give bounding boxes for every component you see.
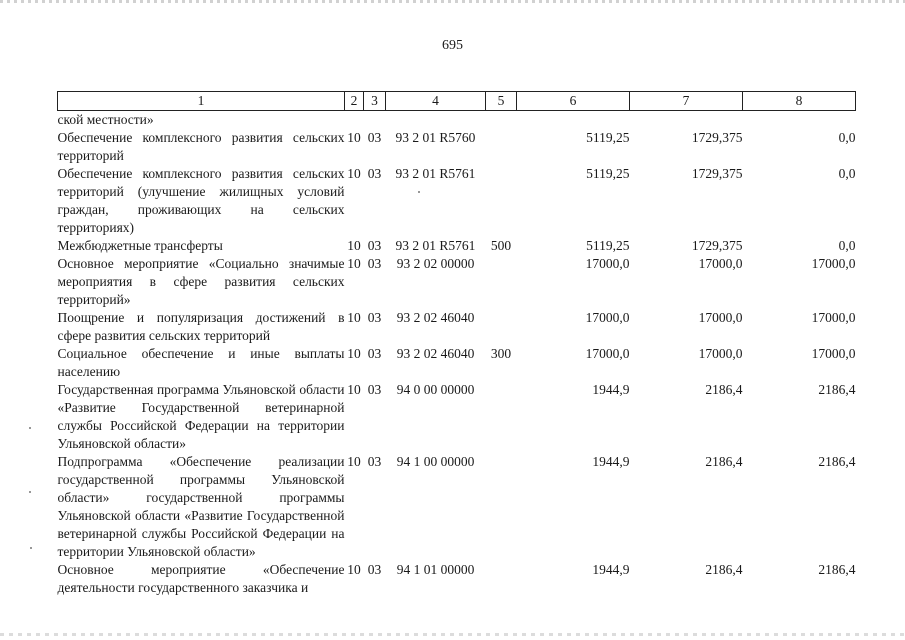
- row-name: Государственная программа Ульяновской области «Развитие Государственной ветеринарной службы Российской Федерации на территории Ульяновской области»: [57, 382, 345, 451]
- cell-amount-3: 2186,4: [818, 454, 856, 469]
- page-number: 695: [442, 38, 463, 53]
- table-row: [58, 561, 856, 597]
- cell-amount-2: 2186,4: [705, 562, 743, 577]
- cell-amount-3: 17000,0: [811, 346, 856, 361]
- cell-amount-3: 17000,0: [811, 256, 856, 271]
- cell-target-code: 93 2 02 46040: [396, 310, 475, 325]
- cell-target-code: 94 0 00 00000: [396, 382, 475, 397]
- cell-section: 10: [347, 562, 361, 577]
- cell-expense-type: [486, 255, 517, 309]
- cell-expense-type: [486, 561, 517, 597]
- cell-amount-1: [517, 111, 630, 130]
- cell-target-code: 94 1 01 00000: [396, 562, 475, 577]
- row-name: ской местности»: [57, 112, 154, 127]
- cell-amount-2: 1729,375: [691, 166, 743, 181]
- cell-subsection: [364, 111, 386, 130]
- cell-target-code: 94 1 00 00000: [396, 454, 475, 469]
- cell-amount-1: 17000,0: [585, 256, 630, 271]
- cell-amount-3: [743, 111, 856, 130]
- scan-speck: [418, 191, 420, 193]
- cell-subsection: 03: [367, 310, 382, 325]
- row-name: Основное мероприятие «Обеспечение деятельности государственного заказчика и: [57, 562, 345, 595]
- cell-amount-3: 0,0: [838, 130, 856, 145]
- cell-subsection: 03: [367, 256, 382, 271]
- scan-edge-top: [0, 0, 905, 3]
- cell-amount-1: 1944,9: [592, 382, 630, 397]
- cell-subsection: 03: [367, 346, 382, 361]
- row-name: Обеспечение комплексного развития сельских территорий (улучшение жилищных условий граждан, проживающих на сельских территориях): [57, 166, 345, 235]
- cell-subsection: 03: [367, 454, 382, 469]
- row-name: Обеспечение комплексного развития сельских территорий: [57, 130, 345, 163]
- cell-target-code: 93 2 01 R5761: [395, 238, 476, 253]
- table-row: [58, 309, 856, 345]
- cell-target-code: 93 2 01 R5760: [395, 130, 476, 145]
- cell-subsection: 03: [367, 166, 382, 181]
- cell-subsection: 03: [367, 382, 382, 397]
- cell-section: 10: [347, 310, 361, 325]
- scan-speck: [30, 547, 32, 549]
- cell-target-code: 93 2 02 46040: [396, 346, 475, 361]
- row-name: Социальное обеспечение и иные выплаты населению: [57, 346, 345, 379]
- cell-amount-3: 17000,0: [811, 310, 856, 325]
- budget-table: [57, 91, 856, 597]
- cell-amount-2: 17000,0: [698, 346, 743, 361]
- cell-amount-1: 17000,0: [585, 310, 630, 325]
- header-col-6: 6: [517, 92, 630, 111]
- cell-amount-2: 2186,4: [705, 382, 743, 397]
- cell-target-code: [386, 111, 486, 130]
- header-col-5: 5: [486, 92, 517, 111]
- table-row: [58, 237, 856, 255]
- table-row: [58, 129, 856, 165]
- cell-section: 10: [347, 238, 361, 253]
- cell-subsection: 03: [367, 562, 382, 577]
- cell-section: [345, 111, 364, 130]
- cell-amount-3: 2186,4: [818, 382, 856, 397]
- cell-expense-type: [486, 309, 517, 345]
- cell-section: 10: [347, 256, 361, 271]
- cell-amount-3: 0,0: [838, 166, 856, 181]
- header-col-8: 8: [743, 92, 856, 111]
- cell-expense-type: 300: [490, 346, 512, 361]
- cell-amount-2: 1729,375: [691, 130, 743, 145]
- cell-section: 10: [347, 166, 361, 181]
- cell-target-code: 93 2 01 R5761: [395, 166, 476, 181]
- cell-amount-2: 17000,0: [698, 256, 743, 271]
- cell-amount-1: 1944,9: [592, 562, 630, 577]
- header-col-3: 3: [364, 92, 386, 111]
- cell-amount-2: 2186,4: [705, 454, 743, 469]
- table-row: [58, 345, 856, 381]
- cell-amount-2: 1729,375: [691, 238, 743, 253]
- cell-amount-3: 0,0: [838, 238, 856, 253]
- table-row: [58, 165, 856, 237]
- table-row: [58, 381, 856, 453]
- cell-section: 10: [347, 130, 361, 145]
- scan-speck: [29, 491, 31, 493]
- header-col-2: 2: [345, 92, 364, 111]
- table-row: [58, 255, 856, 309]
- header-col-1: 1: [58, 92, 345, 111]
- cell-subsection: 03: [367, 238, 382, 253]
- cell-section: 10: [347, 454, 361, 469]
- cell-target-code: 93 2 02 00000: [396, 256, 475, 271]
- cell-expense-type: 500: [490, 238, 512, 253]
- cell-amount-2: [630, 111, 743, 130]
- cell-amount-3: 2186,4: [818, 562, 856, 577]
- cell-expense-type: [486, 381, 517, 453]
- table-row: [58, 111, 856, 130]
- scan-edge-bottom: [0, 633, 905, 636]
- cell-subsection: 03: [367, 130, 382, 145]
- cell-amount-1: 17000,0: [585, 346, 630, 361]
- header-row: [58, 92, 856, 111]
- cell-amount-2: 17000,0: [698, 310, 743, 325]
- cell-amount-1: 1944,9: [592, 454, 630, 469]
- cell-expense-type: [486, 165, 517, 237]
- cell-section: 10: [347, 346, 361, 361]
- cell-expense-type: [486, 453, 517, 561]
- cell-amount-1: 5119,25: [586, 130, 630, 145]
- scan-speck: [29, 427, 31, 429]
- cell-section: 10: [347, 382, 361, 397]
- cell-amount-1: 5119,25: [586, 238, 630, 253]
- header-col-4: 4: [386, 92, 486, 111]
- row-name: Основное мероприятие «Социально значимые мероприятия в сфере развития сельских территорий»: [57, 256, 345, 307]
- cell-expense-type: [486, 111, 517, 130]
- cell-expense-type: [486, 129, 517, 165]
- row-name: Подпрограмма «Обеспечение реализации государственной программы Ульяновской области» государственной программы Ульяновской области «Развитие Государственной ветеринарной службы Российской Федерации на территории Ульяновской области»: [57, 454, 345, 559]
- row-name: Межбюджетные трансферты: [57, 238, 223, 253]
- header-col-7: 7: [630, 92, 743, 111]
- cell-amount-1: 5119,25: [586, 166, 630, 181]
- row-name: Поощрение и популяризация достижений в сфере развития сельских территорий: [57, 310, 345, 343]
- table-row: [58, 453, 856, 561]
